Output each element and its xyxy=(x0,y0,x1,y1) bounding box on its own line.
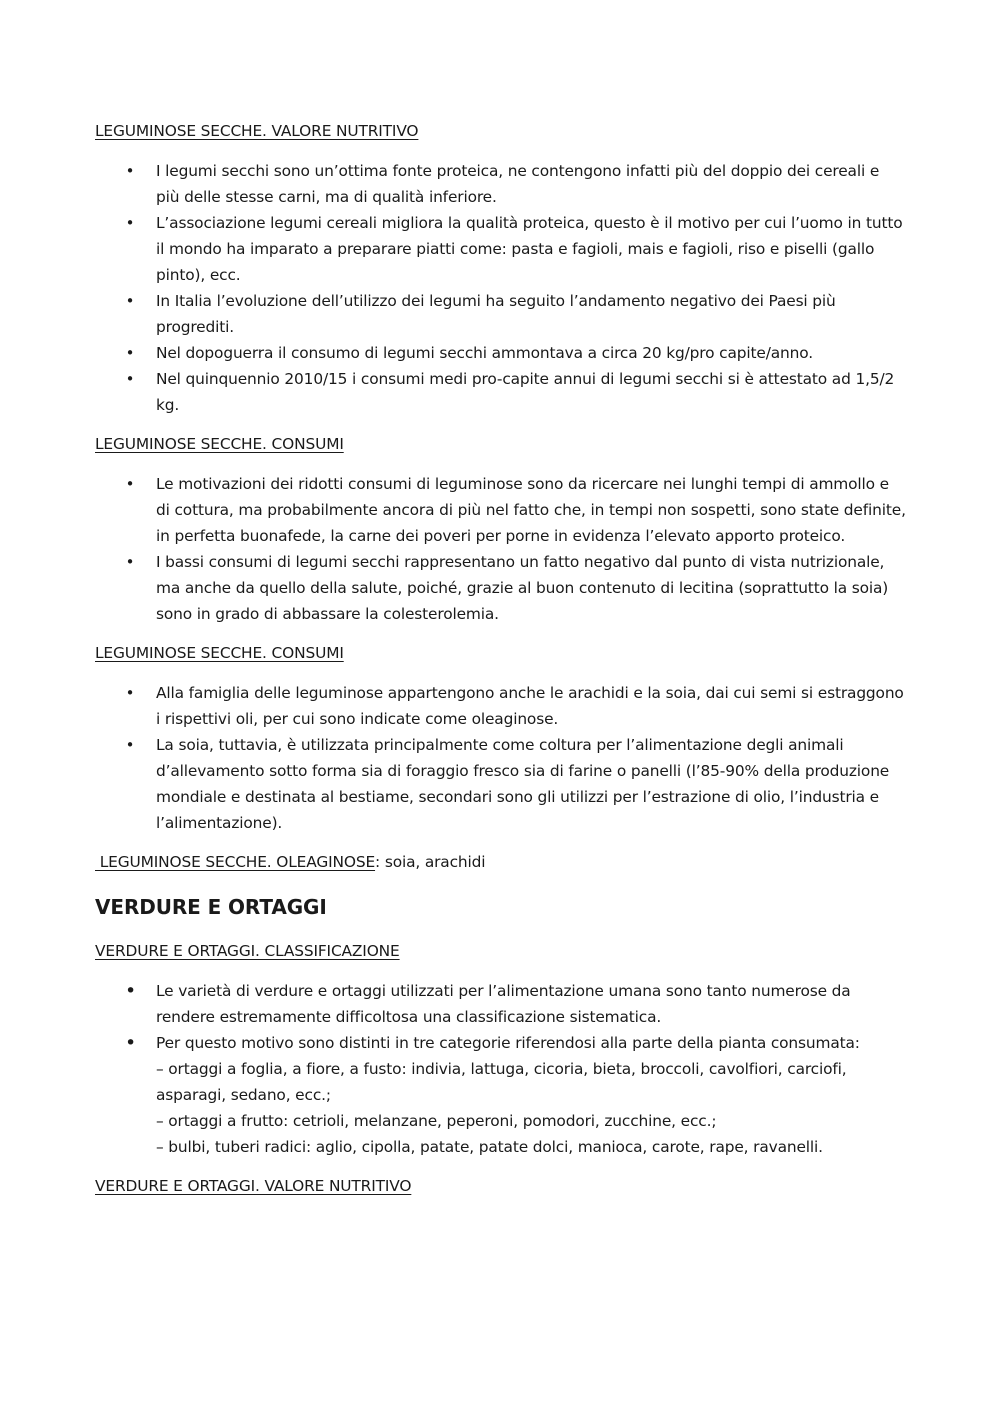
bullet-icon: • xyxy=(125,370,135,388)
list-item: • Le varietà di verdure e ortaggi utilizzati per l’alimentazione umana sono tanto numerose da rendere estremamente difficoltosa una classificazione sistematica. xyxy=(125,980,851,1026)
bullet-icon: • xyxy=(125,475,135,493)
bullet-icon: • xyxy=(125,684,135,702)
section-heading-valore-nutritivo: LEGUMINOSE SECCHE. VALORE NUTRITIVO xyxy=(95,122,419,140)
list-item: • Per questo motivo sono distinti in tre categorie riferendosi alla parte della pianta consumata: – ortaggi a foglia, a fiore, a fusto: indivia, lattuga, cicoria, bieta, broccoli, cavolfiori, carciofi, asparagi, sedano, ecc.; – ortaggi a frutto: cetrioli, melanzane, peperoni, pomodori, zucchine, ecc.; – bulbi, tuberi radici: aglio, cipolla, patate, patate dolci, manioca, carote, rape, ravanelli. xyxy=(95,1030,907,1160)
bullet-icon: • xyxy=(125,292,135,310)
section-heading-verdure-valore-nutritivo: VERDURE E ORTAGGI. VALORE NUTRITIVO xyxy=(95,1177,412,1195)
list-item: • Nel quinquennio 2010/15 i consumi medi pro-capite annui di legumi secchi si è attestato ad 1,5/2 kg. xyxy=(95,366,907,418)
list-item: • Alla famiglia delle leguminose appartengono anche le arachidi e la soia, dai cui semi si estraggono i rispettivi oli, per cui sono indicate come oleaginose. xyxy=(95,680,907,732)
bullet-icon: • xyxy=(125,162,135,180)
bullet-icon: • xyxy=(125,553,135,571)
list-item: • In Italia l’evoluzione dell’utilizzo dei legumi ha seguito l’andamento negativo dei Paesi più progrediti. xyxy=(95,288,907,340)
list-item: • I legumi secchi sono un’ottima fonte proteica, ne contengono infatti più del doppio dei cereali e più delle stesse carni, ma di qualità inferiore. xyxy=(95,158,907,210)
section-heading-classificazione: VERDURE E ORTAGGI. CLASSIFICAZIONE xyxy=(95,942,400,960)
bullet-icon: • xyxy=(125,736,135,754)
category-line: – ortaggi a foglia, a fiore, a fusto: indivia, lattuga, cicoria, bieta, broccoli, cavolfiori, carciofi, asparagi, sedano, ecc.; xyxy=(156,1060,847,1104)
bullet-icon: • xyxy=(125,980,137,1002)
oleaginose-heading: LEGUMINOSE SECCHE. OLEAGINOSE xyxy=(95,853,376,871)
list-item: • L’associazione legumi cereali migliora la qualità proteica, questo è il motivo per cui l’uomo in tutto il mondo ha imparato a preparare piatti come: pasta e fagioli, mais e fagioli, riso e piselli (gallo pinto), ecc. xyxy=(95,210,907,288)
bullet-list-classificazione xyxy=(95,978,907,1160)
bullet-list-consumi xyxy=(95,471,907,627)
page-title: VERDURE E ORTAGGI xyxy=(95,895,327,919)
document-body xyxy=(95,119,907,1198)
bullet-list-valore-nutritivo xyxy=(95,158,907,418)
section-heading-consumi-2: LEGUMINOSE SECCHE. CONSUMI xyxy=(95,644,344,662)
list-item: • Nel dopoguerra il consumo di legumi secchi ammontava a circa 20 kg/pro capite/anno. xyxy=(95,340,907,366)
list-item: • I bassi consumi di legumi secchi rappresentano un fatto negativo dal punto di vista nutrizionale, ma anche da quello della salute, poiché, grazie al buon contenuto di lecitina (soprattutto la soia) sono in grado di abbassare la colesterolemia. xyxy=(95,549,907,627)
category-line: – bulbi, tuberi radici: aglio, cipolla, patate, patate dolci, manioca, carote, rape, ravanelli. xyxy=(156,1138,823,1156)
bullet-icon: • xyxy=(125,1032,137,1054)
bullet-icon: • xyxy=(125,214,135,232)
list-item: • Le motivazioni dei ridotti consumi di leguminose sono da ricercare nei lunghi tempi di ammollo e di cottura, ma probabilmente ancora di più nel fatto che, in tempi non sospetti, sono state definite, in perfetta buonafede, la carne dei poveri per porne in evidenza l’elevato apporto proteico. xyxy=(95,471,907,549)
oleaginose-text: : soia, arachidi xyxy=(375,853,486,871)
bullet-list-consumi-2 xyxy=(95,680,907,836)
list-item: • La soia, tuttavia, è utilizzata principalmente come coltura per l’alimentazione degli animali d’allevamento sotto forma sia di foraggio fresco sia di farine o panelli (l’85-90% della produzione mondiale e destinata al bestiame, secondari sono gli utilizzi per l’estrazione di olio, l’industria e l’alimentazione). xyxy=(95,732,907,836)
bullet-icon: • xyxy=(125,344,135,362)
section-heading-consumi: LEGUMINOSE SECCHE. CONSUMI xyxy=(95,435,344,453)
oleaginose-line xyxy=(95,850,907,874)
category-line: – ortaggi a frutto: cetrioli, melanzane, peperoni, pomodori, zucchine, ecc.; xyxy=(156,1112,717,1130)
